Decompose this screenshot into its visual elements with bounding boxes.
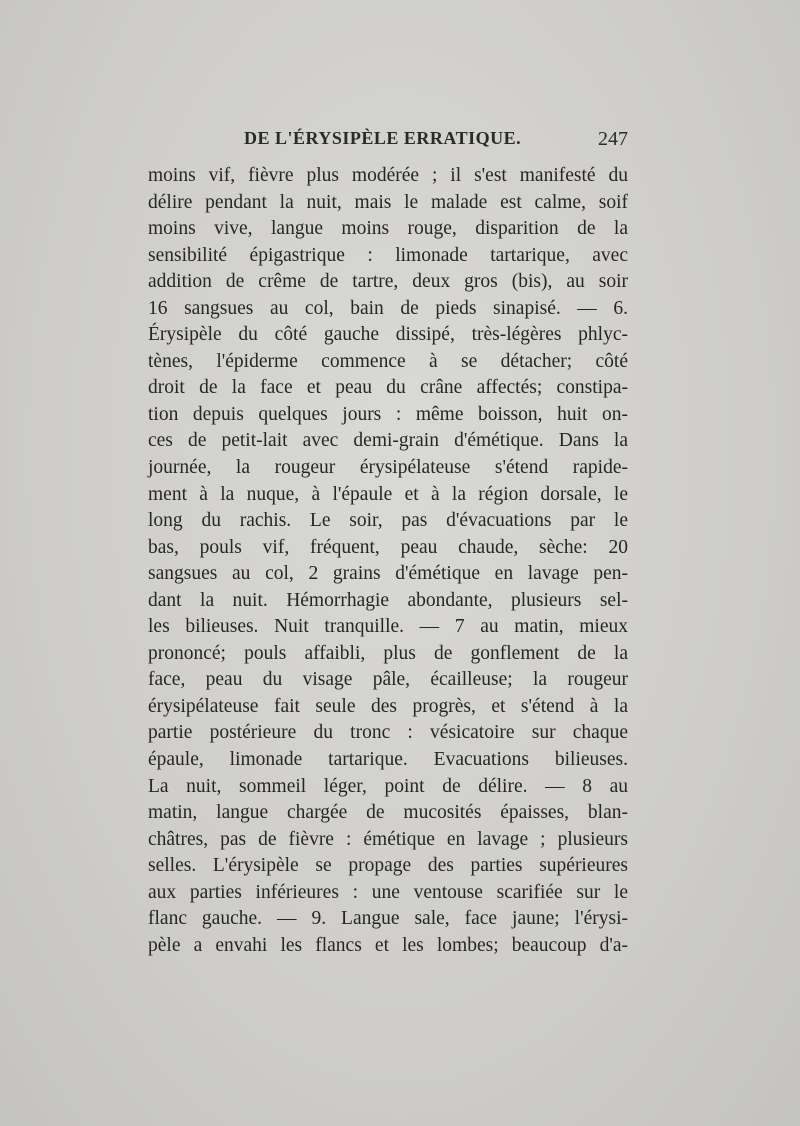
- text-line: selles. L'érysipèle se propage des parties supérieures: [148, 855, 628, 877]
- text-line: aux parties inférieures : une ventouse scarifiée sur le: [148, 881, 628, 903]
- text-line: épaule, limonade tartarique. Evacuations bilieuses.: [148, 749, 628, 771]
- text-line: journée, la rougeur érysipélateuse s'étend rapide-: [148, 457, 628, 479]
- text-line: ces de petit-lait avec demi-grain d'émétique. Dans la: [148, 430, 628, 452]
- text-line: flanc gauche. — 9. Langue sale, face jaune; l'érysi-: [148, 908, 628, 930]
- running-title: DE L'ÉRYSIPÈLE ERRATIQUE.: [244, 128, 522, 148]
- text-line: pèle a envahi les flancs et les lombes; beaucoup d'a-: [148, 934, 628, 956]
- text-line: châtres, pas de fièvre : émétique en lavage ; plusieurs: [148, 828, 628, 850]
- text-line: tion depuis quelques jours : même boisson, huit on-: [148, 403, 628, 425]
- text-line: prononcé; pouls affaibli, plus de gonflement de la: [148, 642, 628, 664]
- text-line: addition de crême de tartre, deux gros (bis), au soir: [148, 271, 628, 293]
- text-line: partie postérieure du tronc : vésicatoire sur chaque: [148, 722, 628, 744]
- text-line: tènes, l'épiderme commence à se détacher; côté: [148, 350, 628, 372]
- text-line: dant la nuit. Hémorrhagie abondante, plusieurs sel-: [148, 589, 628, 611]
- running-head: [148, 128, 628, 162]
- text-line: moins vive, langue moins rouge, disparition de la: [148, 218, 628, 240]
- text-line: ment à la nuque, à l'épaule et à la région dorsale, le: [148, 483, 628, 505]
- text-line: La nuit, sommeil léger, point de délire. — 8 au: [148, 775, 628, 797]
- text-line: moins vif, fièvre plus modérée ; il s'est manifesté du: [148, 165, 628, 186]
- text-line: matin, langue chargée de mucosités épaisses, blan-: [148, 802, 628, 824]
- text-line: sangsues au col, 2 grains d'émétique en lavage pen-: [148, 563, 628, 585]
- text-line: délire pendant la nuit, mais le malade est calme, soif: [148, 191, 628, 213]
- text-line: érysipélateuse fait seule des progrès, et s'étend à la: [148, 695, 628, 717]
- page-number: 247: [598, 128, 628, 150]
- text-line: droit de la face et peau du crâne affectés; constipa-: [148, 377, 628, 399]
- text-line: 16 sangsues au col, bain de pieds sinapisé. — 6.: [148, 297, 628, 319]
- text-line: bas, pouls vif, fréquent, peau chaude, sèche: 20: [148, 536, 628, 558]
- body-text: [148, 163, 628, 959]
- text-line: long du rachis. Le soir, pas d'évacuations par le: [148, 510, 628, 532]
- text-line: les bilieuses. Nuit tranquille. — 7 au matin, mieux: [148, 616, 628, 638]
- text-line: face, peau du visage pâle, écailleuse; la rougeur: [148, 669, 628, 691]
- text-line: Érysipèle du côté gauche dissipé, très-légères phlyc-: [148, 324, 628, 346]
- text-line: sensibilité épigastrique : limonade tartarique, avec: [148, 244, 628, 266]
